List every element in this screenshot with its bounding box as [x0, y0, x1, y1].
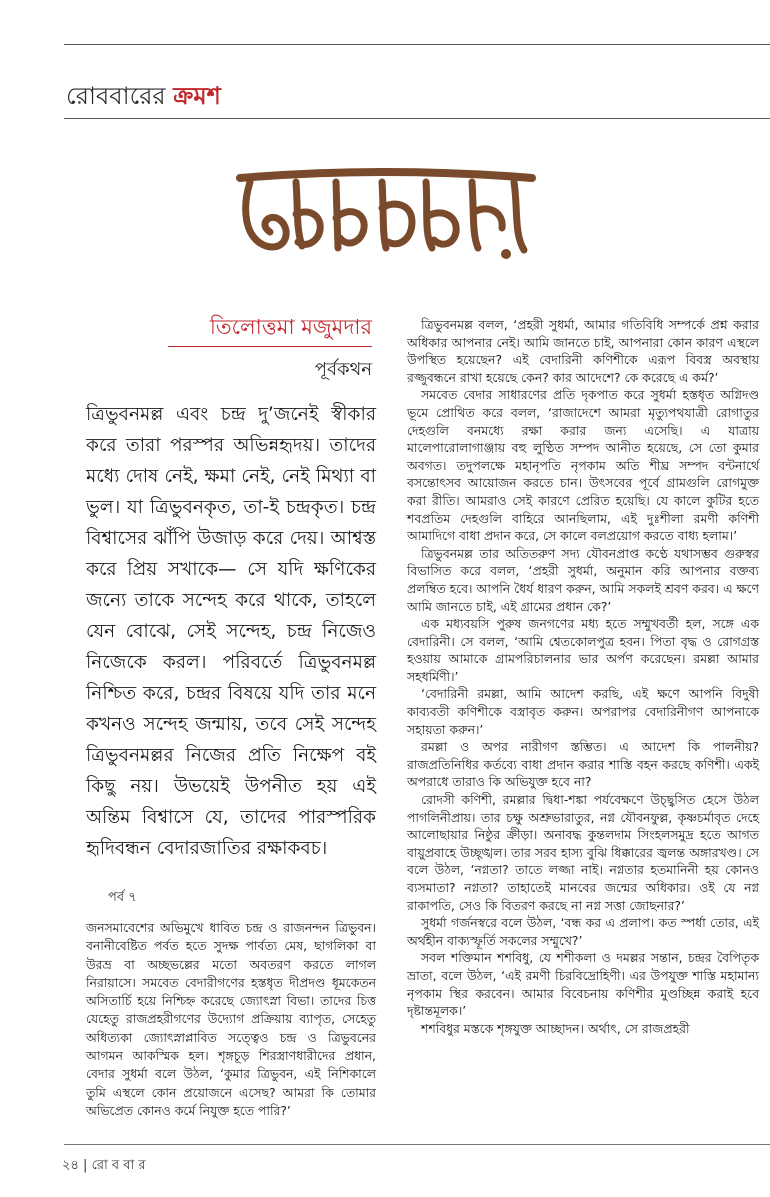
paragraph: এক মধ্যবয়সি পুরুষ জনগণের মধ্য হতে সম্মুখবর্তী হল, সঙ্গে এক বেদারিনী। সে বলল, ‘আমি শ্বেতকোলপুত্র হবন। পিতা বৃদ্ধ ও রোগগ্রস্ত হওয়ায় আমাকে গ্রামপরিচালনার ভার অর্পণ করেছেন। রমল্লা আমার সহধর্মিণী।’ [407, 616, 759, 684]
author-rule [168, 346, 372, 347]
serial-title-logo [236, 168, 536, 268]
left-column-body: জনসমাবেশের অভিমুখে ধাবিত চন্দ্র ও রাজনন্দন ত্রিভুবন। বনানীবেষ্টিত পর্বত হতে সুদক্ষ পার্বত্য মেষ, ছাগলিকা বা উরভ্র বা অচ্ছভল্লের মতো অবতরণ করতে লাগল নিরায়াসে। সমবেত বেদারীগণের হস্তধৃত দীপ্রদণ্ড ধূমকেতন অসিতার্চি হয়ে নিশ্চিহ্ন করেছে জ্যোৎস্না বিভা। তাদের চিত্ত যেহেতু রাজপ্রহরীগণের উদ্যোগ প্রক্রিয়ায় ব্যাপৃত, সেহেতু অধিত্যকা জ্যোৎস্নাপ্লাবিত সত্ত্বেও চন্দ্র ও ত্রিভুবনের আগমন আকস্মিক হল। শৃঙ্গচূড় শিরস্ত্রাণধারীদের প্রধান, বেদার সুধর্মা বলে উঠল, ‘কুমার ত্রিভুবন, এই নিশিকালে তুমি এস্থলে কোন প্রয়োজনে এসেছ? আমরা কি তোমার অভিপ্রেত কোনও কর্মে নিযুক্ত হতে পারি?’ [86, 920, 376, 1118]
section-heading-prefix: রোববারের [66, 82, 174, 110]
bottom-rule [64, 1144, 770, 1145]
top-rule [64, 44, 770, 45]
footer-separator: | [83, 1158, 88, 1173]
paragraph: ‘বেদারিনী রমল্লা, আমি আদেশ করছি, এই ক্ষণে আপনি বিদুষী কাব্যবতী কণিশীকে বস্ত্রাবৃত করুন। অপরাপর বেদারিনীগণ আপনাকে সহায়তা করুন।’ [407, 686, 759, 737]
paragraph: ত্রিভুবনমল্ল তার অতিতরুণ সদ্য যৌবনপ্রাপ্ত কণ্ঠে যথাসম্ভব গুরুস্বর বিভাসিত করে বলল, ‘প্রহরী সুধর্মা, অনুমান করি আপনার বক্তব্য প্রলম্বিত হবে। আপনি ধৈর্য ধারণ করুন, আমি সকলই শ্রবণ করব। এ ক্ষণে আমি জানতে চাই, এই গ্রামের প্রধান কে?’ [407, 545, 759, 614]
prologue-text: ত্রিভুবনমল্ল এবং চন্দ্র দু’জনেই স্বীকার করে তারা পরস্পর অভিন্নহৃদয়। তাদের মধ্যে দোষ নেই, ক্ষমা নেই, নেই মিথ্যা বা ভুল। যা ত্রিভুবনকৃত, তা-ই চন্দ্রকৃত। চন্দ্র বিশ্বাসের ঝাঁপি উজাড় করে দেয়। আশ্বস্ত করে প্রিয় সখাকে— সে যদি ক্ষণিকের জন্যে তাকে সন্দেহ করে থাকে, তাহলে যেন বোঝে, সেই সন্দেহ, চন্দ্র নিজেও নিজেকে করল। পরিবর্তে ত্রিভুবনমল্ল নিশ্চিত করে, চন্দ্রর বিষয়ে যদি তার মনে কখনও সন্দেহ জন্মায়, তবে সেই সন্দেহ ত্রিভুবনমল্লর নিজের প্রতি নিক্ষেপ বই কিছু নয়। উভয়েই উপনীত হয় এই অন্তিম বিশ্বাসে যে, তাদের পারস্পরিক হৃদিবন্ধন বেদারজাতির রক্ষাকবচ। [86, 404, 376, 859]
paragraph: রমল্লা ও অপর নারীগণ স্তম্ভিত। এ আদেশ কি পালনীয়? রাজপ্রতিনিধির কর্তব্যে বাধা প্রদান করার শাস্তি বহন করছে কণিশী। একই অপরাধে তারাও কি অভিযুক্ত হবে না? [407, 739, 759, 790]
serial-title-logo-art [236, 168, 536, 264]
paragraph: রোদসী কণিশী, রমল্লার দ্বিধা-শঙ্কা পর্যবেক্ষণে উচ্ছ্বসিত হেসে উঠল পাগলিনীপ্রায়। তার চক্ষু অশ্রুভারাতুর, নগ্ন যৌবনফুল্ল, কৃষ্ণচর্মাবৃত দেহে আলোছায়ার নিষ্ঠুর ক্রীড়া। অনাবদ্ধ কুন্তলদাম সিংহলসমুদ্র হতে আগত বায়ুপ্রবাহে উচ্ছৃঙ্খল। তার সরব হাস্য বুঝি ধিক্কারের জ্বলন্ত অঙ্গারখণ্ড। সে বলে উঠল, ‘নগ্নতা? তাতে লজ্জা নাই। নগ্নতার হতমানিনী হয় কোনও ব্যসমাতা? নগ্নতা? তাহাতেই মানবের জন্মের অধিকার। ওই যে নগ্ন রাকাপতি, সেও কি বিতরণ করছে না নগ্ন সত্তা জোছনার?’ [407, 792, 759, 913]
author-name: তিলোত্তমা মজুমদার [209, 315, 372, 339]
episode-label: পর্ব ৭ [108, 890, 137, 905]
paragraph: শশবিধুর মস্তকে শৃঙ্গযুক্ত আচ্ছাদন। অর্থাৎ, সে রাজপ্রহরী [421, 1020, 690, 1036]
page-number: ২৪ [62, 1158, 79, 1173]
paragraph: সুধর্মা গর্জনস্বরে বলে উঠল, ‘বন্ধ কর এ প্রলাপ। কত স্পর্ধা তোর, এই অর্থহীন বাক্যস্ফূর্তি সকলের সম্মুখে?’ [407, 915, 759, 948]
paragraph: ত্রিভুবনমল্ল বলল, ‘প্রহরী সুধর্মা, আমার গতিবিধি সম্পর্কে প্রশ্ন করার অধিকার আপনার নেই। আমি জানতে চাই, আপনারা কোন কারণ এস্থলে উপস্থিত হয়েছেন? এই বেদারিনী কণিশীকে এরূপ বিবস্ত্র অবস্থায় রজ্জুবন্ধনে রাখা হয়েছে কেন? কার আদেশে? কে করেছে এ কর্ম?’ [407, 317, 759, 385]
section-heading-highlight: ক্রমশ [173, 82, 221, 110]
section-rule [64, 118, 770, 119]
magazine-name: রো ব বা র [91, 1158, 146, 1173]
prologue-label: পূর্বকথন [314, 359, 372, 380]
right-column-body [407, 316, 759, 1037]
page-footer [62, 1157, 146, 1175]
section-heading [66, 80, 221, 112]
paragraph: সমবেত বেদার সাধারণের প্রতি দৃকপাত করে সুধর্মা হস্তধৃত অগ্নিদণ্ড ভূমে প্রোথিত করে বলল, ‘রাজাদেশে আমরা মৃত্যুপথযাত্রী রোগাতুর দেহগুলি বনমধ্যে রক্ষা করার জন্য এসেছি। এ যাত্রায় মালেপারোলাগাঞ্জায় বহু লুণ্ঠিত সম্পদ আনীত হয়েছে, সে তো কুমার অবগত। তদুপলক্ষে মহানৃপতি নৃপকাম অতি শীঘ্র সম্পদ বন্টনার্থে বসন্তোৎসব আয়োজন করতে চান। উৎসবের পূর্বে গ্রামগুলি রোগমুক্ত করা রীতি। আমরাও সেই কারণে প্রেরিত হয়েছি। যে কালে কুটির হতে শবপ্রতিম দেহগুলি বাহিরে আনছিলাম, এই দুঃশীলা রমণী কণিশী আমাদিগে বাধা প্রদান করে, সে কালে বলপ্রয়োগ করতে বাধ্য হলাম।’ [407, 387, 759, 544]
paragraph: সবল শক্তিমান শশবিধু, যে শশীকলা ও দমল্লর সন্তান, চন্দ্রর বৈপিতৃক ভ্রাতা, বলে উঠল, ‘এই রমণী চিরবিদ্রোহিণী। এর উপযুক্ত শাস্তি মহামান্য নৃপকাম স্থির করবেন। আমার বিবেচনায় কণিশীর মুণ্ডচ্ছিন্ন করাই হবে দৃষ্টান্তমূলক।’ [407, 950, 759, 1019]
